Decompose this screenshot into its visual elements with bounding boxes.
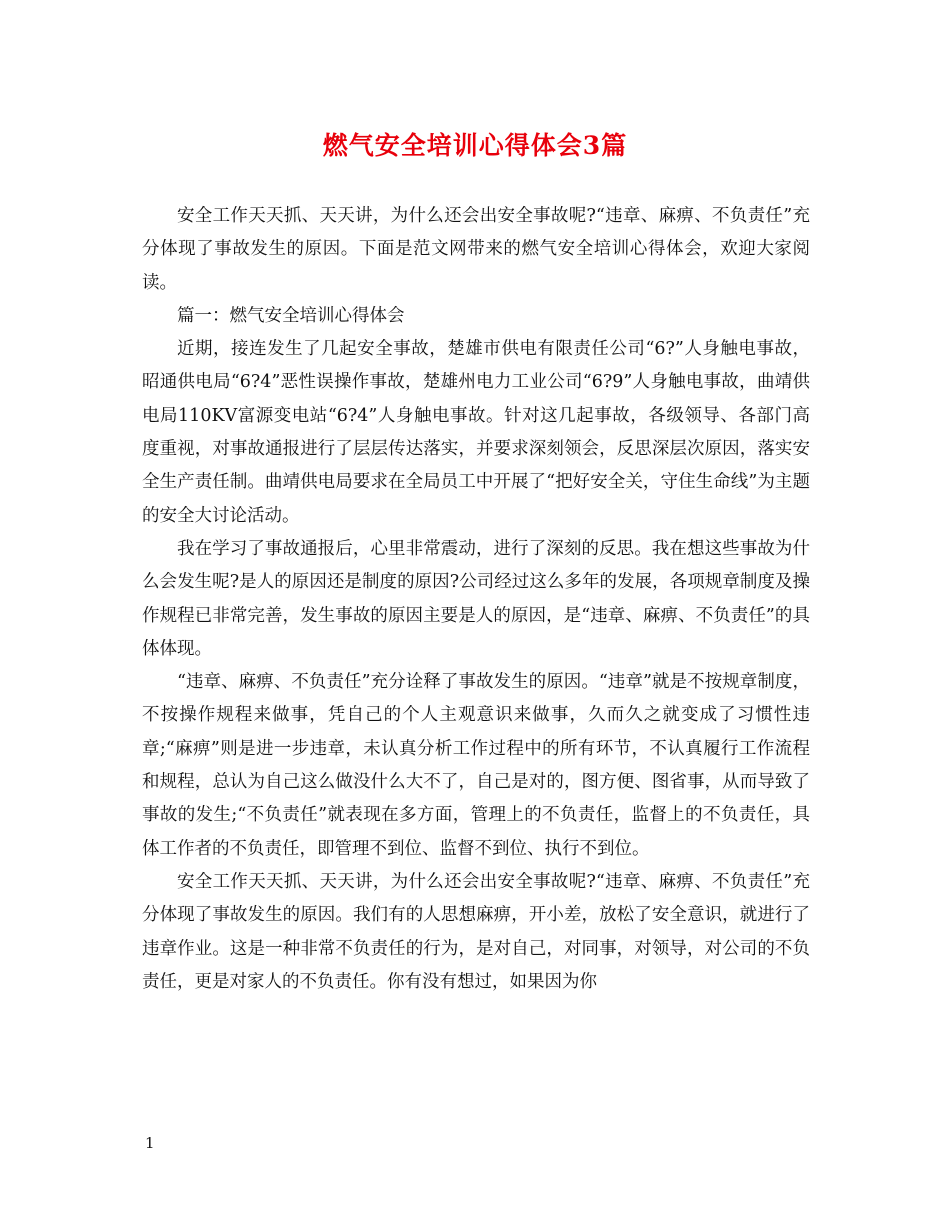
document-title: 燃气安全培训心得体会3篇 xyxy=(322,131,628,160)
page-number: 1 xyxy=(145,1134,155,1152)
paragraph-section-heading: 篇一：燃气安全培训心得体会 xyxy=(177,305,405,326)
document-body xyxy=(142,200,810,999)
paragraph-reflection: 我在学习了事故通报后，心里非常震动，进行了深刻的反思。我在想这些事故为什么会发生呢?是人的原因还是制度的原因?公司经过这么多年的发展，各项规章制度及操作规程已非常完善，发生事故的原因主要是人的原因，是“违章、麻痹、不负责任”的具体体现。 xyxy=(142,538,810,659)
paragraph-accidents: 近期，接连发生了几起安全事故，楚雄市供电有限责任公司“6?”人身触电事故，昭通供电局“6?4”恶性误操作事故，楚雄州电力工业公司“6?9”人身触电事故，曲靖供电局110KV富源变电站“6?4”人身触电事故。针对这几起事故，各级领导、各部门高度重视，对事故通报进行了层层传达落实，并要求深刻领会，反思深层次原因，落实安全生产责任制。曲靖供电局要求在全局员工中开展了“把好安全关，守住生命线”为主题的安全大讨论活动。 xyxy=(142,339,810,526)
paragraph-responsibility: 安全工作天天抓、天天讲，为什么还会出安全事故呢?“违章、麻痹、不负责任”充分体现了事故发生的原因。我们有的人思想麻痹，开小差，放松了安全意识，就进行了违章作业。这是一种非常不负责任的行为，是对自己，对同事，对领导，对公司的不负责任，更是对家人的不负责任。你有没有想过，如果因为你 xyxy=(142,871,810,992)
paragraph-intro: 安全工作天天抓、天天讲，为什么还会出安全事故呢?“违章、麻痹、不负责任”充分体现了事故发生的原因。下面是范文网带来的燃气安全培训心得体会，欢迎大家阅读。 xyxy=(142,206,810,293)
paragraph-explanation: “违章、麻痹、不负责任”充分诠释了事故发生的原因。“违章”就是不按规章制度，不按操作规程来做事，凭自己的个人主观意识来做事，久而久之就变成了习惯性违章;“麻痹”则是进一步违章，未认真分析工作过程中的所有环节，不认真履行工作流程和规程，总认为自己这么做没什么大不了，自己是对的，图方便、图省事，从而导致了事故的发生;“不负责任”就表现在多方面，管理上的不负责任，监督上的不负责任，具体工作者的不负责任，即管理不到位、监督不到位、执行不到位。 xyxy=(142,672,810,859)
